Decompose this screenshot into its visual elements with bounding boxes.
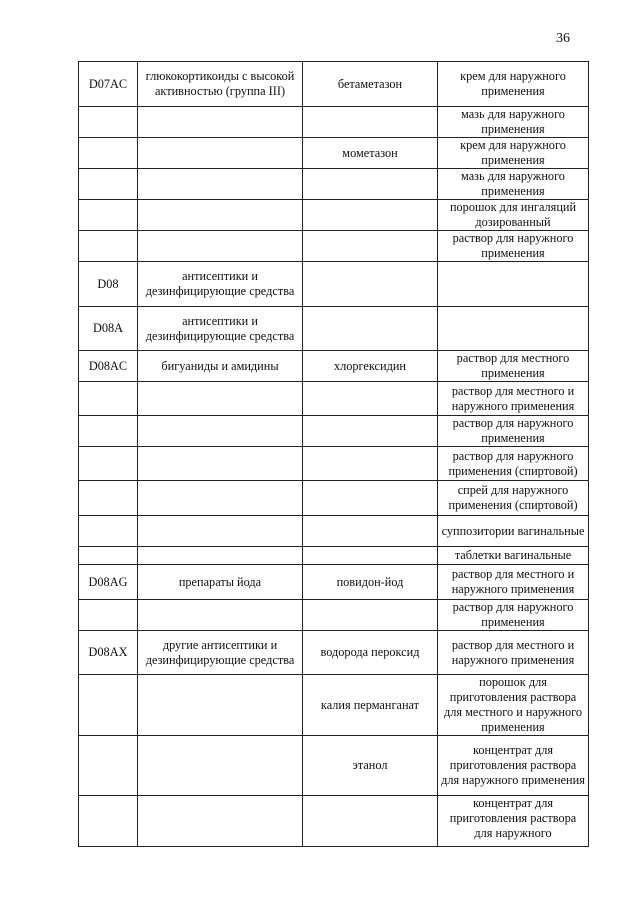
dosage-form-cell: порошок для ингаляций дозированный xyxy=(438,200,589,231)
group-name-cell xyxy=(138,107,303,138)
table-row xyxy=(79,796,589,847)
group-name-cell: бигуаниды и амидины xyxy=(138,351,303,382)
dosage-form-cell: раствор для местного и наружного применения xyxy=(438,565,589,600)
group-name-cell xyxy=(138,736,303,796)
atc-code-cell xyxy=(79,169,138,200)
group-name-cell xyxy=(138,200,303,231)
drug-name-cell xyxy=(303,169,438,200)
page-number: 36 xyxy=(556,31,570,46)
table-row xyxy=(79,481,589,516)
table-row xyxy=(79,600,589,631)
drug-name-cell xyxy=(303,447,438,481)
group-name-cell: антисептики и дезинфицирующие средства xyxy=(138,307,303,351)
table-row xyxy=(79,547,589,565)
dosage-form-cell: концентрат для приготовления раствора для наружного применения xyxy=(438,736,589,796)
group-name-cell xyxy=(138,600,303,631)
group-name-cell xyxy=(138,138,303,169)
table-row xyxy=(79,262,589,307)
table-row xyxy=(79,736,589,796)
atc-code-cell xyxy=(79,736,138,796)
dosage-form-cell: крем для наружного применения xyxy=(438,62,589,107)
table-row xyxy=(79,675,589,736)
drug-name-cell xyxy=(303,107,438,138)
drug-name-cell xyxy=(303,796,438,847)
drug-name-cell xyxy=(303,600,438,631)
drug-name-cell: мометазон xyxy=(303,138,438,169)
dosage-form-cell: раствор для наружного применения (спиртовой) xyxy=(438,447,589,481)
drug-name-cell: бетаметазон xyxy=(303,62,438,107)
table-row xyxy=(79,200,589,231)
group-name-cell: препараты йода xyxy=(138,565,303,600)
dosage-form-cell: мазь для наружного применения xyxy=(438,169,589,200)
atc-code-cell: D08AG xyxy=(79,565,138,600)
dosage-form-cell: раствор для местного и наружного применения xyxy=(438,631,589,675)
drug-name-cell: повидон-йод xyxy=(303,565,438,600)
drug-name-cell: хлоргексидин xyxy=(303,351,438,382)
atc-code-cell xyxy=(79,231,138,262)
table-row xyxy=(79,138,589,169)
table-row xyxy=(79,382,589,416)
group-name-cell xyxy=(138,547,303,565)
group-name-cell xyxy=(138,481,303,516)
atc-code-cell xyxy=(79,382,138,416)
drug-name-cell xyxy=(303,516,438,547)
group-name-cell xyxy=(138,231,303,262)
table-row xyxy=(79,565,589,600)
table-row xyxy=(79,631,589,675)
dosage-form-cell: спрей для наружного применения (спиртовой) xyxy=(438,481,589,516)
table-row xyxy=(79,107,589,138)
dosage-form-cell: раствор для наружного применения xyxy=(438,600,589,631)
atc-code-cell xyxy=(79,600,138,631)
drug-name-cell xyxy=(303,382,438,416)
dosage-form-cell: крем для наружного применения xyxy=(438,138,589,169)
dosage-form-cell: концентрат для приготовления раствора для наружного xyxy=(438,796,589,847)
group-name-cell: глюкокортикоиды с высокой активностью (группа III) xyxy=(138,62,303,107)
group-name-cell: антисептики и дезинфицирующие средства xyxy=(138,262,303,307)
group-name-cell xyxy=(138,796,303,847)
table-row xyxy=(79,447,589,481)
dosage-form-cell: раствор для местного и наружного применения xyxy=(438,382,589,416)
atc-code-cell: D08A xyxy=(79,307,138,351)
dosage-form-cell: суппозитории вагинальные xyxy=(438,516,589,547)
table-row xyxy=(79,351,589,382)
drug-table xyxy=(78,61,589,847)
group-name-cell xyxy=(138,675,303,736)
table-row xyxy=(79,231,589,262)
drug-name-cell: калия перманганат xyxy=(303,675,438,736)
atc-code-cell xyxy=(79,107,138,138)
atc-code-cell xyxy=(79,547,138,565)
atc-code-cell: D08AX xyxy=(79,631,138,675)
drug-name-cell xyxy=(303,416,438,447)
atc-code-cell xyxy=(79,675,138,736)
group-name-cell xyxy=(138,382,303,416)
atc-code-cell xyxy=(79,138,138,169)
atc-code-cell: D07AC xyxy=(79,62,138,107)
atc-code-cell: D08AC xyxy=(79,351,138,382)
dosage-form-cell xyxy=(438,262,589,307)
dosage-form-cell xyxy=(438,307,589,351)
table-row xyxy=(79,169,589,200)
drug-name-cell xyxy=(303,231,438,262)
drug-name-cell xyxy=(303,200,438,231)
atc-code-cell xyxy=(79,416,138,447)
atc-code-cell xyxy=(79,447,138,481)
drug-name-cell xyxy=(303,307,438,351)
group-name-cell xyxy=(138,169,303,200)
atc-code-cell xyxy=(79,796,138,847)
atc-code-cell: D08 xyxy=(79,262,138,307)
drug-name-cell: этанол xyxy=(303,736,438,796)
table-row xyxy=(79,62,589,107)
group-name-cell xyxy=(138,447,303,481)
dosage-form-cell: раствор для наружного применения xyxy=(438,231,589,262)
atc-code-cell xyxy=(79,481,138,516)
drug-name-cell xyxy=(303,262,438,307)
atc-code-cell xyxy=(79,200,138,231)
table-row xyxy=(79,307,589,351)
table-row xyxy=(79,516,589,547)
drug-name-cell xyxy=(303,481,438,516)
drug-name-cell xyxy=(303,547,438,565)
dosage-form-cell: раствор для наружного применения xyxy=(438,416,589,447)
dosage-form-cell: таблетки вагинальные xyxy=(438,547,589,565)
dosage-form-cell: порошок для приготовления раствора для местного и наружного применения xyxy=(438,675,589,736)
drug-name-cell: водорода пероксид xyxy=(303,631,438,675)
group-name-cell xyxy=(138,416,303,447)
atc-code-cell xyxy=(79,516,138,547)
table-row xyxy=(79,416,589,447)
group-name-cell: другие антисептики и дезинфицирующие средства xyxy=(138,631,303,675)
dosage-form-cell: раствор для местного применения xyxy=(438,351,589,382)
dosage-form-cell: мазь для наружного применения xyxy=(438,107,589,138)
group-name-cell xyxy=(138,516,303,547)
